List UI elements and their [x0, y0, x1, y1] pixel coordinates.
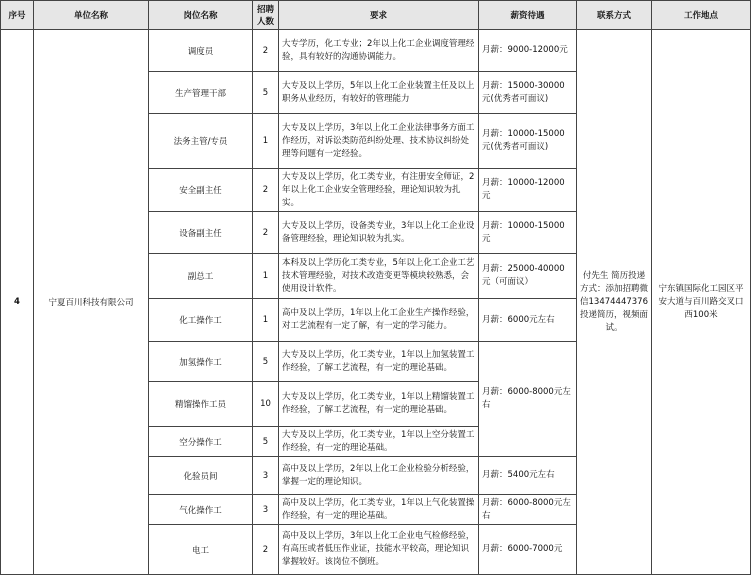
position-name: 电工 [149, 525, 253, 575]
hire-count: 1 [253, 254, 279, 299]
header-count: 招聘人数 [253, 1, 279, 30]
salary-text: 月薪：10000-15000元 [479, 212, 577, 254]
requirements-text: 大专学历，化工专业；2年以上化工企业调度管理经验，具有较好的沟通协调能力。 [279, 30, 479, 72]
header-index: 序号 [1, 1, 34, 30]
header-row [1, 1, 751, 30]
requirements-text: 高中及以上学历，1年以上化工企业生产操作经验，对工艺流程有一定了解，有一定的学习能力。 [279, 299, 479, 342]
hire-count: 10 [253, 382, 279, 427]
hire-count: 3 [253, 457, 279, 495]
requirements-text: 大专及以上学历，设备类专业，3年以上化工企业设备管理经验，理论知识较为扎实。 [279, 212, 479, 254]
requirements-text: 大专及以上学历，化工类专业，1年以上精馏装置工作经验，了解工艺流程，有一定的理论基础。 [279, 382, 479, 427]
requirements-text: 高中及以上学历，化工类专业，1年以上气化装置操作经验，有一定的理论基础。 [279, 495, 479, 525]
work-location: 宁东镇国际化工园区平安大道与百川路交叉口西100米 [652, 30, 751, 575]
position-name: 副总工 [149, 254, 253, 299]
salary-text: 月薪：10000-12000元 [479, 169, 577, 212]
position-name: 设备副主任 [149, 212, 253, 254]
hire-count: 5 [253, 342, 279, 382]
table-row [1, 30, 751, 72]
record-index: 4 [1, 30, 34, 575]
header-salary: 薪资待遇 [479, 1, 577, 30]
hire-count: 1 [253, 114, 279, 169]
contact-info: 付先生 简历投递方式：添加招聘微信13474447376投递简历，视频面试。 [577, 30, 652, 575]
requirements-text: 大专及以上学历，化工类专业，有注册安全师证，2年以上化工企业安全管理经验，理论知识较为扎实。 [279, 169, 479, 212]
position-name: 空分操作工 [149, 427, 253, 457]
position-name: 加氢操作工 [149, 342, 253, 382]
hire-count: 2 [253, 30, 279, 72]
salary-text: 月薪：5400元左右 [479, 457, 577, 495]
hire-count: 5 [253, 72, 279, 114]
requirements-text: 高中及以上学历，2年以上化工企业检验分析经验，掌握一定的理论知识。 [279, 457, 479, 495]
salary-text: 月薪：6000元左右 [479, 299, 577, 342]
company-name: 宁夏百川科技有限公司 [34, 30, 149, 575]
position-name: 精馏操作工员 [149, 382, 253, 427]
position-name: 安全副主任 [149, 169, 253, 212]
hire-count: 3 [253, 495, 279, 525]
requirements-text: 大专及以上学历，5年以上化工企业装置主任及以上职务从业经历，有较好的管理能力 [279, 72, 479, 114]
requirements-text: 大专及以上学历，3年以上化工企业法律事务方面工作经历，对诉讼类防范纠纷处理、技术协议纠纷处理等问题有一定经验。 [279, 114, 479, 169]
header-location: 工作地点 [652, 1, 751, 30]
salary-text: 月薪：9000-12000元 [479, 30, 577, 72]
header-company: 单位名称 [34, 1, 149, 30]
position-name: 化工操作工 [149, 299, 253, 342]
position-name: 生产管理干部 [149, 72, 253, 114]
hire-count: 2 [253, 169, 279, 212]
header-position: 岗位名称 [149, 1, 253, 30]
salary-text: 月薪：15000-30000元(优秀者可面议) [479, 72, 577, 114]
requirements-text: 高中及以上学历，3年以上化工企业电气检修经验，有高压或者低压作业证，技能水平较高，理论知识掌握较好。该岗位不倒班。 [279, 525, 479, 575]
salary-text: 月薪：6000-7000元 [479, 525, 577, 575]
salary-text: 月薪：10000-15000元(优秀者可面议) [479, 114, 577, 169]
hire-count: 1 [253, 299, 279, 342]
requirements-text: 本科及以上学历化工类专业，5年以上化工企业工艺技术管理经验，对技术改造变更等模块较熟悉，会使用设计软件。 [279, 254, 479, 299]
position-name: 气化操作工 [149, 495, 253, 525]
requirements-text: 大专及以上学历，化工类专业，1年以上空分装置工作经验，有一定的理论基础。 [279, 427, 479, 457]
position-name: 化验员间 [149, 457, 253, 495]
position-name: 调度员 [149, 30, 253, 72]
requirements-text: 大专及以上学历，化工类专业，1年以上加氢装置工作经验，了解工艺流程，有一定的理论基础。 [279, 342, 479, 382]
hire-count: 5 [253, 427, 279, 457]
header-contact: 联系方式 [577, 1, 652, 30]
header-requirements: 要求 [279, 1, 479, 30]
salary-text: 月薪：6000-8000元左右 [479, 342, 577, 457]
hire-count: 2 [253, 525, 279, 575]
hire-count: 2 [253, 212, 279, 254]
salary-text: 月薪：25000-40000元（可面议） [479, 254, 577, 299]
position-name: 法务主管/专员 [149, 114, 253, 169]
salary-text: 月薪：6000-8000元左右 [479, 495, 577, 525]
